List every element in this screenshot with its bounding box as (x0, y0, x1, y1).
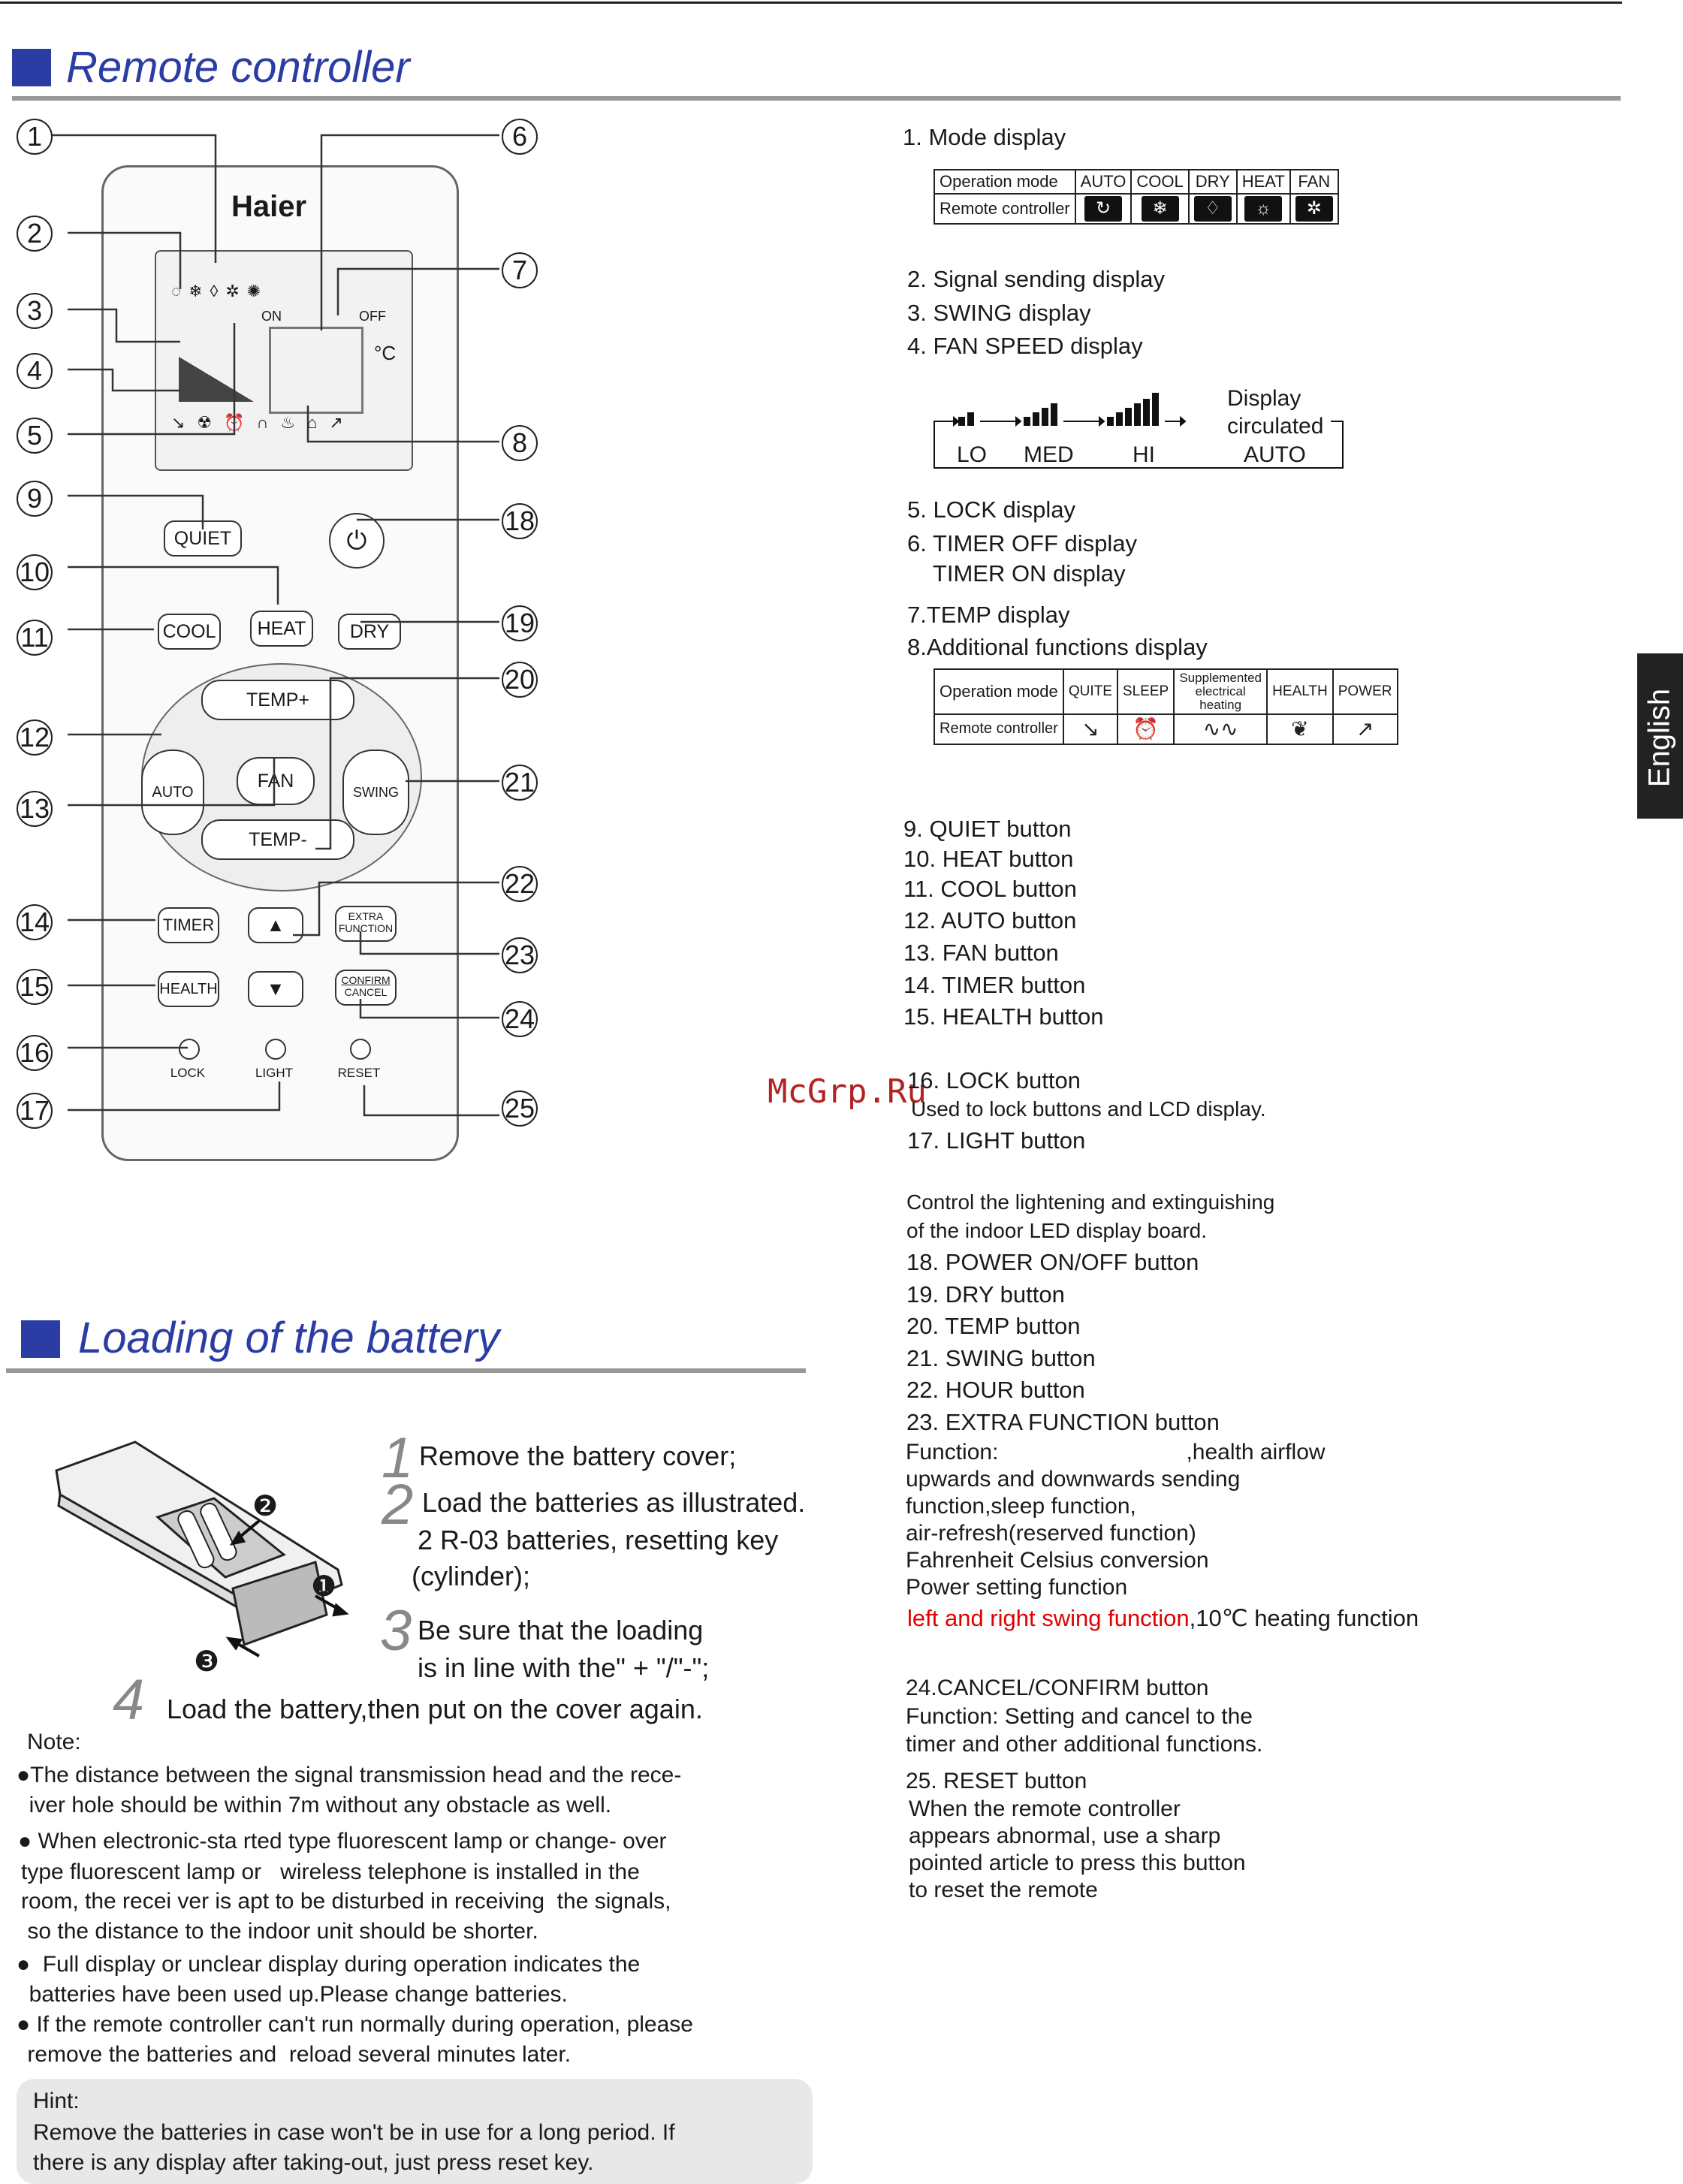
callout-9: 9 (17, 481, 53, 517)
button-item-24: 24.CANCEL/CONFIRM button (906, 1676, 1209, 1700)
leader-line (338, 269, 499, 315)
fan-mode-icon: ✲ (1295, 196, 1333, 222)
timer-button[interactable]: TIMER (158, 907, 219, 943)
step-1-text: Remove the battery cover; (419, 1440, 737, 1471)
leader-line (68, 309, 180, 342)
sleep-clock-icon: ⏰ (1133, 716, 1159, 741)
hint-box (17, 2079, 813, 2184)
cancel-confirm-line-2: timer and other additional functions. (906, 1732, 1263, 1757)
callout-25: 25 (502, 1090, 538, 1127)
arrow-head (229, 1639, 240, 1648)
callout-5: 5 (17, 418, 53, 454)
callout-12: 12 (17, 719, 53, 756)
function-quite: QUITE (1063, 669, 1117, 714)
fan-note-circulated: circulated (1227, 414, 1324, 439)
reset-line-4: to reset the remote (909, 1878, 1098, 1902)
leader-line (68, 233, 180, 289)
leader-line (321, 135, 499, 330)
step-3-text: Be sure that the loading (418, 1615, 704, 1646)
fan-level-med: MED (1024, 442, 1074, 467)
leader-line (293, 882, 499, 935)
mode-row-label-remote: Remote controller (934, 194, 1075, 224)
fan-bar (967, 412, 974, 426)
section-marker-square (21, 1320, 60, 1358)
display-item-8: 8.Additional functions display (907, 634, 1208, 660)
reset-line-2: appears abnormal, use a sharp (909, 1824, 1221, 1848)
fan-bar (1152, 393, 1159, 426)
power-button[interactable]: ⏻ (329, 513, 385, 569)
temp-down-button[interactable]: TEMP- (201, 819, 354, 860)
section-title-remote: Remote controller (66, 43, 410, 92)
reset-line-1: When the remote controller (909, 1796, 1181, 1821)
fan-bar (1051, 403, 1057, 426)
button-item-23: 23. EXTRA FUNCTION button (906, 1409, 1220, 1435)
step-2-detail-2: (cylinder); (412, 1561, 531, 1591)
lock-description: Used to lock buttons and LCD display. (911, 1097, 1266, 1121)
lcd-temp-unit: °C (374, 342, 397, 364)
button-item-9: 9. QUIET button (903, 816, 1072, 842)
fan-level-hi: HI (1133, 442, 1155, 467)
function-sleep: SLEEP (1117, 669, 1174, 714)
fan-bar (1125, 408, 1132, 426)
cool-button[interactable]: COOL (158, 614, 221, 650)
button-item-18: 18. POWER ON/OFF button (906, 1249, 1199, 1275)
button-item-17: 17. LIGHT button (907, 1127, 1086, 1154)
callout-13: 13 (17, 791, 53, 827)
callout-3: 3 (17, 293, 53, 329)
swing-function-red-text: left and right swing function (907, 1605, 1190, 1631)
language-tab (1637, 653, 1683, 819)
callout-leader-lines (0, 0, 541, 1142)
light-label: LIGHT (255, 1066, 294, 1080)
callout-6: 6 (502, 119, 538, 155)
cool-mode-icon: ❄ (1142, 196, 1179, 222)
fan-bar (1143, 399, 1150, 426)
fan-level-lo: LO (957, 442, 988, 467)
mode-heat: HEAT (1237, 170, 1290, 194)
note-line-1: ●The distance between the signal transmission head and the rece- (17, 1763, 682, 1787)
leader-line (68, 1081, 279, 1110)
callout-23: 23 (502, 937, 538, 973)
callout-1: 1 (17, 119, 53, 155)
button-item-25: 25. RESET button (906, 1769, 1087, 1793)
dry-button[interactable]: DRY (338, 614, 401, 650)
step-3-detail: is in line with the" + "/"-"; (418, 1652, 710, 1683)
step-2-text: Load the batteries as illustrated. (422, 1487, 806, 1518)
note-line-9: ● If the remote controller can't run normally during operation, please (17, 2012, 693, 2037)
function-power: POWER (1333, 669, 1398, 714)
display-item-5: 5. LOCK display (907, 496, 1075, 523)
fan-bar (1116, 412, 1123, 426)
function-health: HEALTH (1267, 669, 1333, 714)
extra-function-line-5: Fahrenheit Celsius conversion (906, 1548, 1209, 1573)
mode-row-label-operation: Operation mode (934, 170, 1075, 194)
watermark: McGrp.Ru (768, 1072, 927, 1111)
note-line-2: iver hole should be within 7m without any obstacle as well. (17, 1793, 612, 1817)
heating-function-text: ,10℃ heating function (1189, 1605, 1419, 1631)
fan-level-auto: AUTO (1244, 442, 1306, 467)
button-item-20: 20. TEMP button (906, 1313, 1081, 1339)
extra-function-line-3: function,sleep function, (906, 1494, 1136, 1519)
callout-22: 22 (502, 866, 538, 902)
callout-19: 19 (502, 605, 538, 641)
fan-bar (1134, 403, 1141, 426)
mode-auto: AUTO (1075, 170, 1132, 194)
note-line-5: room, the recei ver is apt to be disturbed in receiving the signals, (21, 1889, 671, 1914)
button-item-15: 15. HEALTH button (903, 1003, 1104, 1030)
note-line-10: remove the batteries and reload several minutes later. (21, 2042, 572, 2067)
light-description-1: Control the lightening and extinguishing (906, 1190, 1275, 1214)
callout-16: 16 (17, 1035, 53, 1071)
power-arrow-icon: ↗ (1356, 716, 1374, 741)
fan-arrow-head (954, 418, 958, 425)
display-item-4: 4. FAN SPEED display (907, 333, 1143, 359)
button-item-12: 12. AUTO button (903, 907, 1077, 934)
fan-arrow-head (1181, 418, 1185, 425)
leader-line (360, 931, 499, 954)
callout-21: 21 (502, 765, 538, 801)
note-line-4: type fluorescent lamp or wireless telephone is installed in the (21, 1860, 640, 1884)
display-item-3: 3. SWING display (907, 300, 1091, 326)
additional-row-label-operation: Operation mode (934, 669, 1063, 714)
note-line-7: ● Full display or unclear display during operation indicates the (17, 1952, 641, 1977)
heat-mode-icon: ☼ (1244, 196, 1282, 222)
extra-function-line-1: Function: ,health airflow (906, 1440, 1326, 1465)
step-number-2: 2 (382, 1473, 414, 1537)
display-item-6: 6. TIMER OFF display (907, 530, 1138, 557)
display-item-6b: TIMER ON display (907, 560, 1126, 587)
note-line-3: ● When electronic-sta rted type fluorescent lamp or change- over (18, 1829, 667, 1854)
additional-functions-table (933, 668, 1398, 745)
leader-line (315, 678, 499, 849)
leader-line (68, 370, 180, 391)
auto-mode-icon: ↻ (1084, 196, 1122, 222)
brand-logo: Haier (231, 190, 307, 223)
hint-heading: Hint: (33, 2089, 80, 2113)
quiet-button[interactable]: QUIET (164, 520, 242, 557)
step-4-text: Load the battery,then put on the cover again. (167, 1694, 703, 1724)
hint-line-1: Remove the batteries in case won't be in use for a long period. If (33, 2120, 675, 2145)
fan-arrow-head (1016, 418, 1021, 425)
leader-line (364, 1085, 499, 1115)
step-2-detail-1: 2 R-03 batteries, resetting key (418, 1525, 779, 1555)
fan-arrow-head (1099, 418, 1104, 425)
callout-24: 24 (502, 1001, 538, 1037)
light-description-2: of the indoor LED display board. (906, 1219, 1208, 1242)
hint-line-2: there is any display after taking-out, just press reset key. (33, 2150, 594, 2175)
fan-bar (1107, 417, 1114, 426)
leader-line (68, 496, 203, 529)
language-tab-label: English (1642, 688, 1676, 788)
extra-function-line-2: upwards and downwards sending (906, 1467, 1241, 1492)
leader-line (68, 323, 234, 434)
callout-17: 17 (17, 1093, 53, 1129)
mode-dry: DRY (1189, 170, 1237, 194)
leader-line (360, 999, 499, 1018)
auto-button[interactable]: AUTO (141, 750, 204, 835)
additional-row-label-remote: Remote controller (934, 714, 1063, 744)
callout-20: 20 (502, 662, 538, 698)
extra-function-line-6: Power setting function (906, 1575, 1128, 1600)
mode-display-heading: 1. Mode display (903, 124, 1066, 150)
cancel-confirm-line-1: Function: Setting and cancel to the (906, 1704, 1253, 1729)
button-item-22: 22. HOUR button (906, 1377, 1085, 1403)
lcd-on-label: ON (261, 309, 282, 324)
battery-step-marker-1: ❶ (311, 1571, 337, 1603)
callout-18: 18 (502, 503, 538, 539)
cancel-label: CANCEL (344, 986, 388, 998)
battery-step-marker-3: ❸ (194, 1646, 220, 1678)
callout-7: 7 (502, 252, 538, 288)
confirm-label: CONFIRM (341, 974, 391, 986)
lcd-off-label: OFF (359, 309, 386, 324)
button-item-11: 11. COOL button (903, 876, 1077, 902)
step-number-1: 1 (382, 1426, 414, 1490)
callout-2: 2 (17, 216, 53, 252)
section-rule (6, 1368, 806, 1373)
fan-bar (1042, 408, 1048, 426)
heat-button[interactable]: HEAT (250, 611, 313, 647)
extra-function-label-2: FUNCTION (338, 922, 394, 934)
button-item-10: 10. HEAT button (903, 846, 1074, 872)
callout-8: 8 (502, 425, 538, 461)
extra-function-line-4: air-refresh(reserved function) (906, 1521, 1196, 1546)
callout-14: 14 (17, 904, 53, 940)
callout-10: 10 (17, 554, 53, 590)
display-item-7: 7.TEMP display (907, 602, 1070, 628)
callout-15: 15 (17, 969, 53, 1005)
temp-up-button[interactable]: TEMP+ (201, 680, 354, 720)
fan-button[interactable]: FAN (237, 757, 315, 805)
button-item-16: 16. LOCK button (907, 1067, 1081, 1094)
step-number-4: 4 (113, 1668, 145, 1732)
reset-line-3: pointed article to press this button (909, 1851, 1246, 1875)
swing-button[interactable]: SWING (342, 750, 409, 835)
step-number-3: 3 (380, 1599, 412, 1663)
fan-bar (1033, 412, 1039, 426)
leader-line (68, 759, 274, 805)
battery-step-marker-2: ❷ (252, 1491, 279, 1522)
lock-label: LOCK (170, 1066, 206, 1080)
callout-11: 11 (17, 620, 53, 656)
fan-bar (1024, 417, 1030, 426)
lcd-additional-icons: ↘☢⏰∩♨⌂↗ (171, 413, 355, 432)
arrow-head (334, 1606, 345, 1615)
section-title-battery: Loading of the battery (78, 1314, 500, 1362)
fan-note-display: Display (1227, 386, 1301, 411)
leader-line (308, 406, 499, 442)
extra-function-label-1: EXTRA (348, 910, 384, 922)
hour-up-button[interactable]: ▲ (248, 907, 303, 943)
dry-mode-icon: ♢ (1194, 196, 1232, 222)
display-item-2: 2. Signal sending display (907, 266, 1165, 292)
extra-function-line-7 (907, 1604, 1419, 1632)
mode-display-table (933, 169, 1339, 225)
note-line-6: so the distance to the indoor unit should be shorter. (21, 1919, 538, 1944)
hour-down-button[interactable]: ▼ (248, 971, 303, 1007)
health-button[interactable]: HEALTH (158, 971, 219, 1007)
mode-fan: FAN (1290, 170, 1338, 194)
lcd-mode-icons: ◌❄◊✲✺ (171, 282, 269, 300)
quiet-icon: ↘ (1081, 716, 1099, 741)
notes-heading: Note: (27, 1730, 81, 1754)
note-line-8: batteries have been used up.Please change batteries. (17, 1982, 568, 2007)
leader-line (53, 135, 216, 263)
heating-coil-icon: ∿∿ (1202, 716, 1238, 741)
health-leaf-icon: ❦ (1291, 716, 1309, 741)
callout-4: 4 (17, 353, 53, 389)
leader-line (68, 567, 278, 605)
function-electric-heating: Supplemented electrical heating (1174, 669, 1267, 714)
button-item-19: 19. DRY button (906, 1281, 1065, 1308)
mode-cool: COOL (1131, 170, 1188, 194)
button-item-21: 21. SWING button (906, 1345, 1096, 1371)
button-item-13: 13. FAN button (903, 940, 1059, 966)
button-item-14: 14. TIMER button (903, 972, 1086, 998)
reset-label: RESET (337, 1066, 381, 1080)
